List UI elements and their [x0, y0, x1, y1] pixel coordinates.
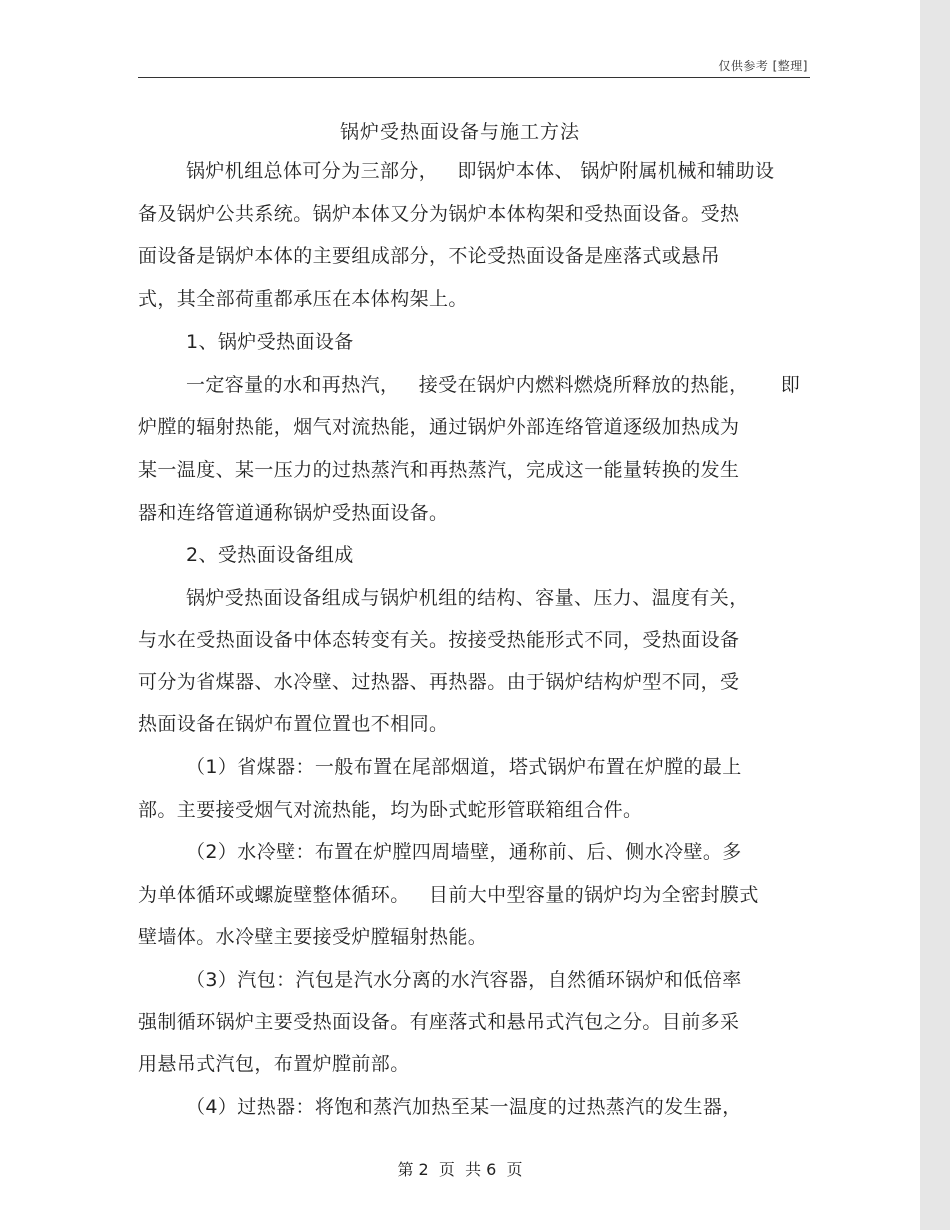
item-4-line-1: （4）过热器：将饱和蒸汽加热至某一温度的过热蒸汽的发生器， — [186, 1096, 742, 1118]
paragraph-2-line-2: 炉膛的辐射热能，烟气对流热能，通过锅炉外部连络管道逐级加热成为 — [138, 416, 740, 438]
paragraph-3-line-1: 锅炉受热面设备组成与锅炉机组的结构、容量、压力、温度有关， — [186, 587, 749, 609]
paragraph-3-line-3: 可分为省煤器、水冷壁、过热器、再热器。由于锅炉结构炉型不同，受 — [138, 671, 740, 693]
item-1-line-2: 部。主要接受烟气对流热能，均为卧式蛇形管联箱组合件。 — [138, 799, 643, 821]
header-note: 仅供参考 [整理] — [718, 59, 808, 73]
document-title: 锅炉受热面设备与施工方法 — [339, 121, 580, 143]
item-2-line-2: 为单体循环或螺旋壁整体循环。 目前大中型容量的锅炉均为全密封膜式 — [138, 884, 759, 906]
item-3-line-3: 用悬吊式汽包，布置炉膛前部。 — [138, 1053, 410, 1075]
paragraph-1-line-3: 面设备是锅炉本体的主要组成部分，不论受热面设备是座落式或悬吊 — [138, 245, 721, 267]
paragraph-2-line-3: 某一温度、某一压力的过热蒸汽和再热蒸汽，完成这一能量转换的发生 — [138, 459, 740, 481]
item-3-line-2: 强制循环锅炉主要受热面设备。有座落式和悬吊式汽包之分。目前多采 — [138, 1011, 740, 1033]
item-2-line-3: 壁墙体。水冷壁主要接受炉膛辐射热能。 — [138, 926, 488, 948]
paragraph-3-line-2: 与水在受热面设备中体态转变有关。按接受热能形式不同，受热面设备 — [138, 629, 740, 651]
item-3-line-1: （3）汽包：汽包是汽水分离的水汽容器，自然循环锅炉和低倍率 — [186, 969, 742, 991]
page-footer: 第 2 页 共 6 页 — [397, 1160, 523, 1179]
header-rule — [138, 77, 810, 78]
paragraph-1-line-4: 式，其全部荷重都承压在本体构架上。 — [138, 288, 468, 310]
paragraph-2-line-4: 器和连络管道通称锅炉受热面设备。 — [138, 502, 449, 524]
section-heading-1: 1、锅炉受热面设备 — [186, 331, 354, 353]
paragraph-3-line-4: 热面设备在锅炉布置位置也不相同。 — [138, 713, 449, 735]
item-2-line-1: （2）水冷壁：布置在炉膛四周墙壁，通称前、后、侧水冷壁。多 — [186, 841, 742, 863]
paragraph-1-line-1: 锅炉机组总体可分为三部分， 即锅炉本体、 锅炉附属机械和辅助设 — [186, 160, 775, 182]
item-1-line-1: （1）省煤器：一般布置在尾部烟道，塔式锅炉布置在炉膛的最上 — [186, 756, 742, 778]
paragraph-2-line-1: 一定容量的水和再热汽， 接受在锅炉内燃料燃烧所释放的热能， 即 — [186, 374, 801, 396]
section-heading-2: 2、受热面设备组成 — [186, 544, 354, 566]
paragraph-1-line-2: 备及锅炉公共系统。锅炉本体又分为锅炉本体构架和受热面设备。受热 — [138, 203, 740, 225]
